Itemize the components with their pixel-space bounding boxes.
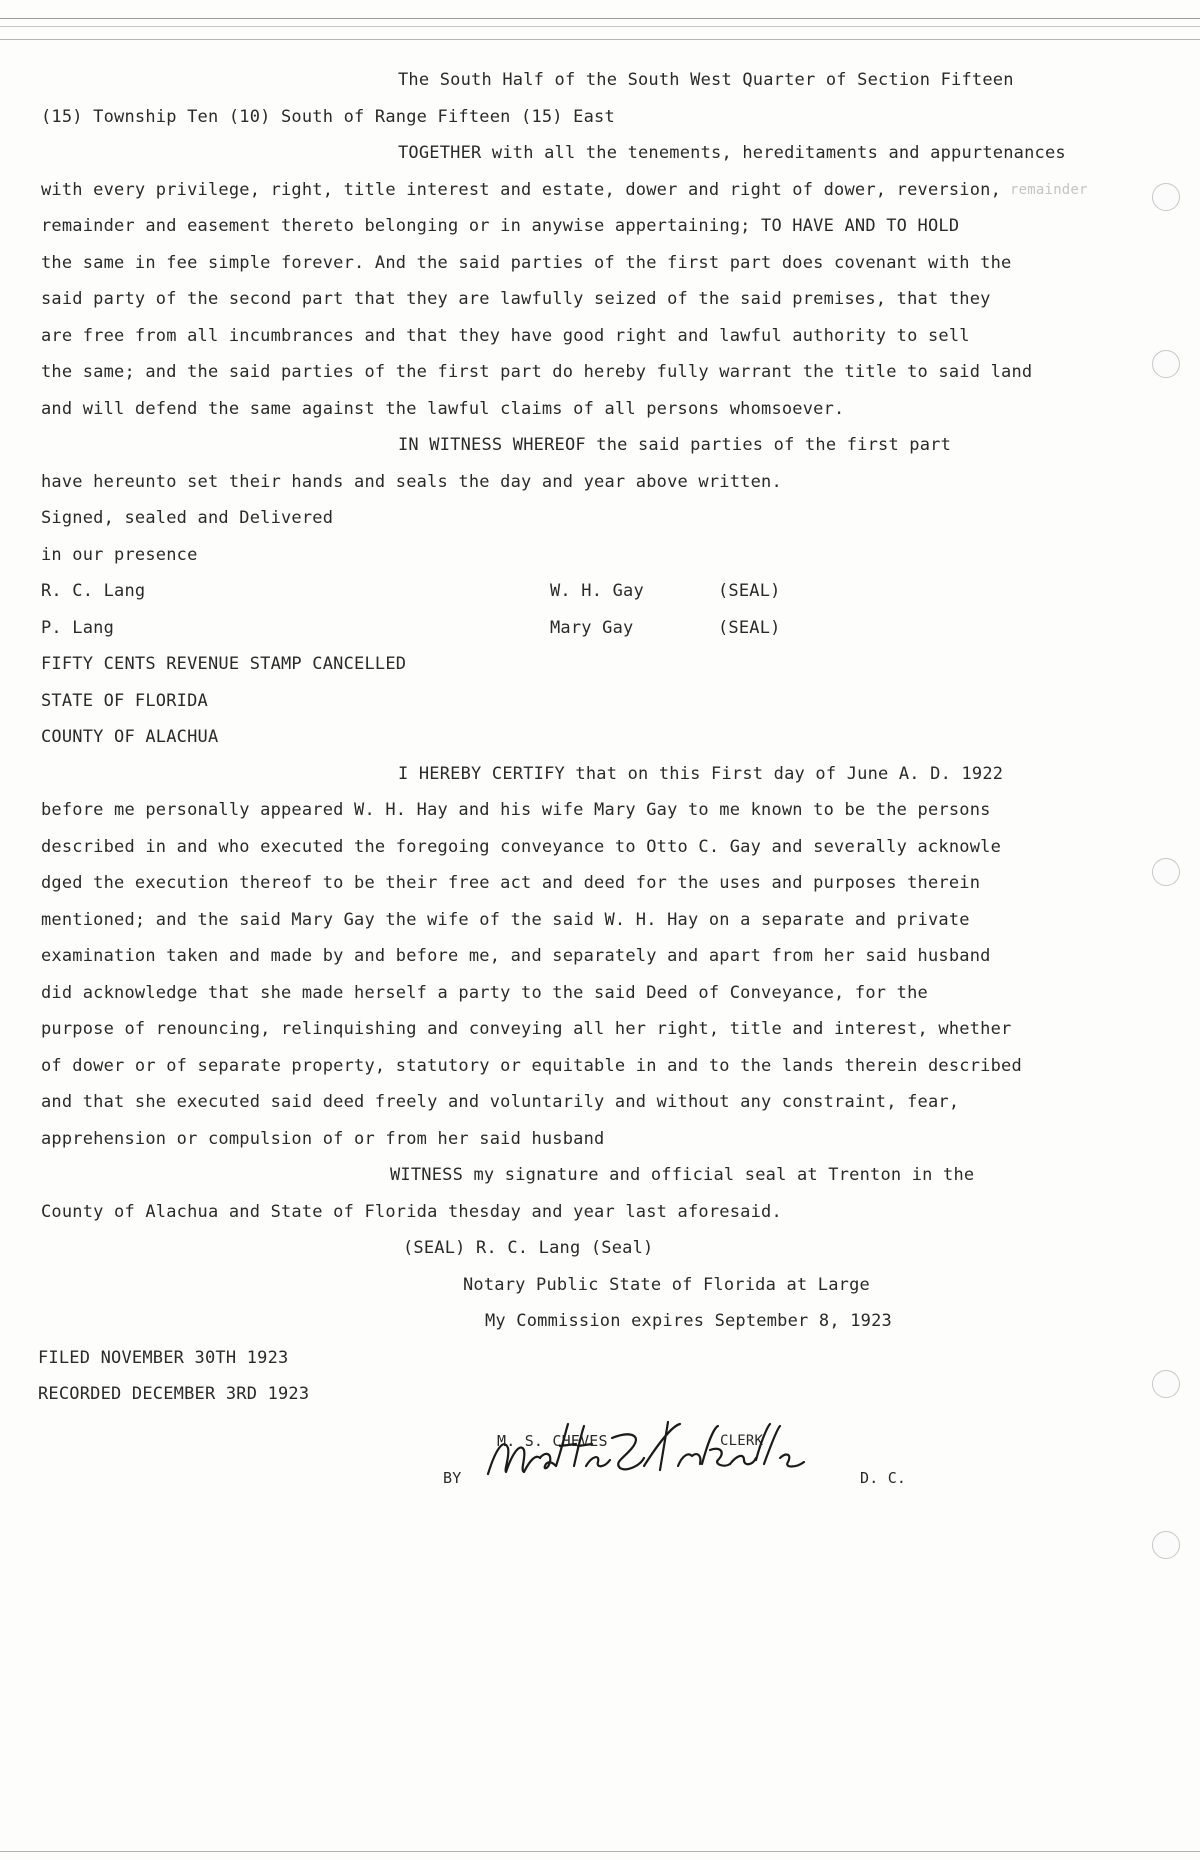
testimonium-line: have hereunto set their hands and seals the day and year above written. [41,472,782,492]
deed-line: said party of the second part that they are lawfully seized of the said premises, that they [41,289,991,309]
filed-date: FILED NOVEMBER 30TH 1923 [38,1348,289,1368]
deed-line: TOGETHER with all the tenements, hereditaments and appurtenances [398,143,1066,163]
certificate-line: I HEREBY CERTIFY that on this First day of June A. D. 1922 [398,764,1004,784]
grantor-name: Mary Gay [550,618,634,638]
deputy-clerk-label: D. C. [860,1469,907,1487]
punch-hole [1152,1531,1180,1559]
deed-line: (15) Township Ten (10) South of Range Fifteen (15) East [41,107,615,127]
venue-state: STATE OF FLORIDA [41,691,208,711]
deed-line: and will defend the same against the lawful claims of all persons whomsoever. [41,399,845,419]
grantor-name: W. H. Gay [550,581,644,601]
punch-hole [1152,183,1180,211]
deed-line: The South Half of the South West Quarter of Section Fifteen [398,70,1014,90]
punch-hole [1152,1370,1180,1398]
certificate-line: described in and who executed the foregoing conveyance to Otto C. Gay and severally acknowle [41,837,1002,857]
certificate-line: examination taken and made by and before me, and separately and apart from her said husband [41,946,991,966]
revenue-stamp-notice: FIFTY CENTS REVENUE STAMP CANCELLED [41,654,407,674]
seal-mark: (SEAL) [718,618,781,638]
certificate-line: purpose of renouncing, relinquishing and conveying all her right, title and interest, whether [41,1019,1012,1039]
certificate-line: County of Alachua and State of Florida thesday and year last aforesaid. [41,1202,782,1222]
clerk-name: M. S. CHEVES [497,1432,608,1450]
top-edge-lines [0,18,1200,40]
attestation-line: in our presence [41,545,198,565]
handwritten-signature [482,1408,812,1488]
certificate-line: WITNESS my signature and official seal at Trenton in the [390,1165,975,1185]
certificate-line: of dower or of separate property, statutory or equitable in and to the lands therein described [41,1056,1022,1076]
recorded-date: RECORDED DECEMBER 3RD 1923 [38,1384,310,1404]
faint-overtype-word: remainder [1010,182,1088,198]
certificate-line: dged the execution thereof to be their free act and deed for the uses and purposes therein [41,873,981,893]
attestation-line: Signed, sealed and Delivered [41,508,334,528]
clerk-title: CLERK [720,1433,764,1449]
punch-hole [1152,350,1180,378]
witness-name: R. C. Lang [41,581,146,601]
punch-hole [1152,858,1180,886]
testimonium-line: IN WITNESS WHEREOF the said parties of the first part [398,435,952,455]
notary-title: Notary Public State of Florida at Large [463,1275,870,1295]
witness-name: P. Lang [41,618,115,638]
deed-line: the same in fee simple forever. And the said parties of the first part does covenant with the [41,253,1012,273]
notary-signature-line: (SEAL) R. C. Lang (Seal) [403,1238,654,1258]
certificate-line: apprehension or compulsion of or from her said husband [41,1129,605,1149]
venue-county: COUNTY OF ALACHUA [41,727,219,747]
by-label: BY [443,1469,462,1487]
deed-line: are free from all incumbrances and that they have good right and lawful authority to sell [41,326,970,346]
certificate-line: before me personally appeared W. H. Hay and his wife Mary Gay to me known to be the persons [41,800,991,820]
certificate-line: did acknowledge that she made herself a party to the said Deed of Conveyance, for the [41,983,928,1003]
deed-line: the same; and the said parties of the first part do hereby fully warrant the title to said land [41,362,1033,382]
certificate-line: and that she executed said deed freely and voluntarily and without any constraint, fear, [41,1092,960,1112]
bottom-edge-line [0,1851,1200,1852]
deed-line: remainder and easement thereto belonging or in anywise appertaining; TO HAVE AND TO HOLD [41,216,960,236]
certificate-line: mentioned; and the said Mary Gay the wife of the said W. H. Hay on a separate and private [41,910,970,930]
deed-line: with every privilege, right, title interest and estate, dower and right of dower, reversion, [41,180,1002,200]
notary-commission: My Commission expires September 8, 1923 [485,1311,892,1331]
seal-mark: (SEAL) [718,581,781,601]
